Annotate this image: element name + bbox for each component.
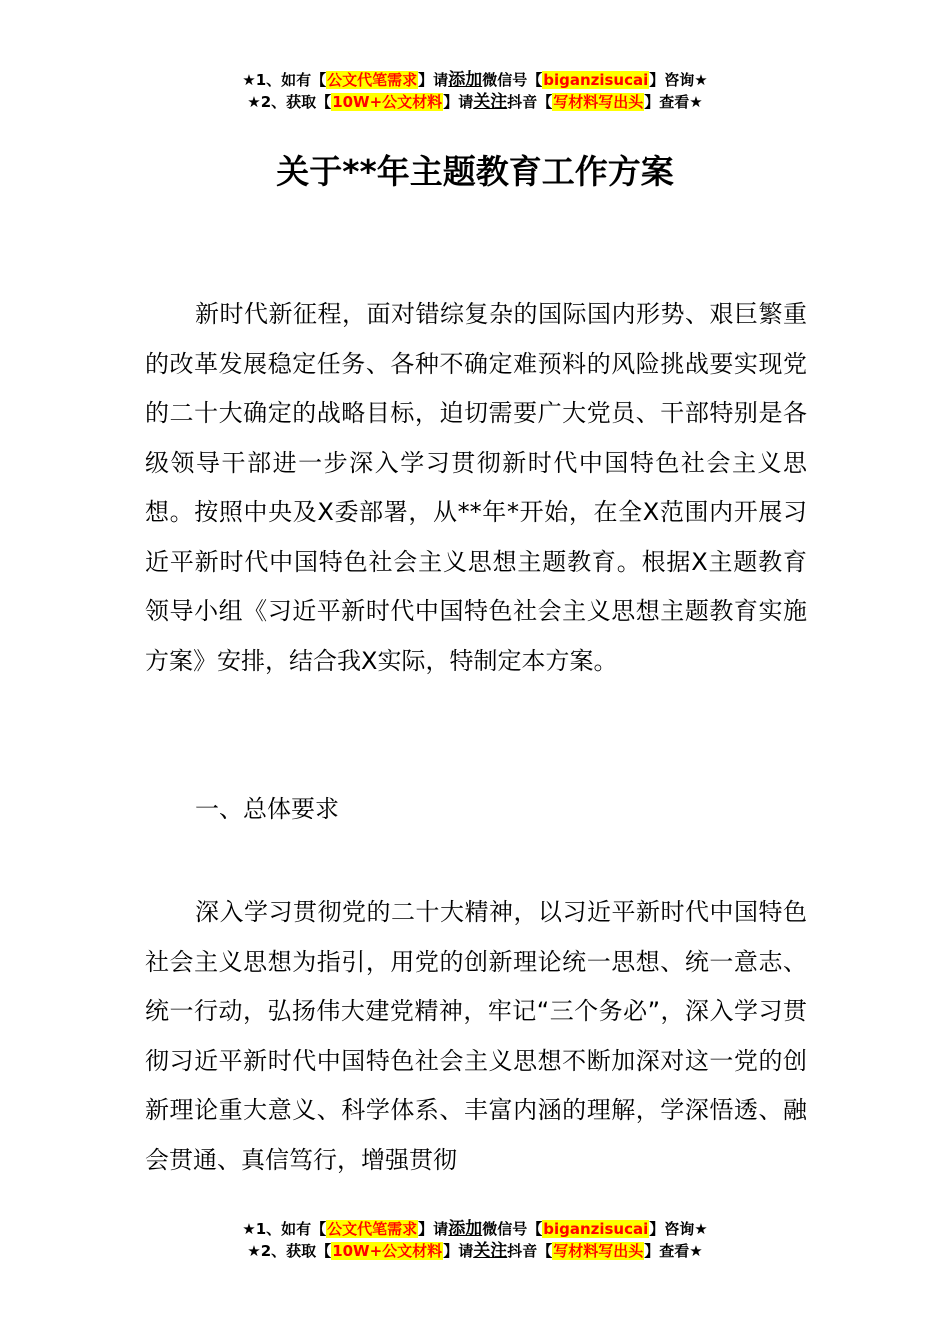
banner-text: 】咨询★ [649, 1220, 708, 1238]
banner-text: 】请 [443, 1242, 474, 1260]
banner-text: ★2、获取【 [247, 93, 332, 111]
banner-text: 】请 [418, 1220, 449, 1238]
banner-highlight: biganzisucai [543, 71, 649, 89]
banner-underlined: 关注 [473, 92, 508, 112]
banner-text: 】请 [418, 71, 449, 89]
banner-highlight: 公文代笔需求 [327, 1220, 418, 1238]
header-banner [0, 69, 950, 113]
banner-text: 微信号【 [482, 1220, 543, 1238]
banner-line-2 [0, 1240, 950, 1262]
banner-underlined: 添加 [448, 1219, 483, 1239]
footer-banner [0, 1218, 950, 1262]
section-heading: 一、总体要求 [195, 795, 339, 823]
intro-paragraph: 新时代新征程，面对错综复杂的国际国内形势、艰巨繁重的改革发展稳定任务、各种不确定难预料的风险挑战要实现党的二十大确定的战略目标，迫切需要广大党员、干部特别是各级领导干部进一步深入学习贯彻新时代中国特色社会主义思想。按照中央及X委部署，从**年*开始，在全X范围内开展习近平新时代中国特色社会主义思想主题教育。根据X主题教育领导小组《习近平新时代中国特色社会主义思想主题教育实施方案》安排，结合我X实际，特制定本方案。 [145, 300, 807, 675]
banner-underlined: 添加 [448, 70, 483, 90]
banner-line-1 [0, 1218, 950, 1240]
banner-text: ★2、获取【 [247, 1242, 332, 1260]
banner-text: 微信号【 [482, 71, 543, 89]
banner-underlined: 关注 [473, 1241, 508, 1261]
document-title: 关于**年主题教育工作方案 [276, 152, 674, 191]
banner-line-1 [0, 69, 950, 91]
banner-line-2 [0, 91, 950, 113]
banner-text: 】查看★ [644, 1242, 703, 1260]
banner-text: 】查看★ [644, 93, 703, 111]
banner-highlight: 写材料写出头 [553, 93, 644, 111]
banner-text: ★1、如有【 [242, 71, 327, 89]
banner-highlight: 公文代笔需求 [327, 71, 418, 89]
banner-text: 】请 [443, 93, 474, 111]
banner-text: 】咨询★ [649, 71, 708, 89]
banner-highlight: 10W+公文材料 [332, 1242, 443, 1260]
body-paragraph: 深入学习贯彻党的二十大精神，以习近平新时代中国特色社会主义思想为指引，用党的创新理论统一思想、统一意志、统一行动，弘扬伟大建党精神，牢记“三个务必”，深入学习贯彻习近平新时代中国特色社会主义思想不断加深对这一党的创新理论重大意义、科学体系、丰富内涵的理解，学深悟透、融会贯通、真信笃行，增强贯彻 [145, 898, 807, 1174]
banner-text: 抖音【 [507, 93, 553, 111]
banner-highlight: 10W+公文材料 [332, 93, 443, 111]
banner-highlight: biganzisucai [543, 1220, 649, 1238]
banner-text: ★1、如有【 [242, 1220, 327, 1238]
banner-highlight: 写材料写出头 [553, 1242, 644, 1260]
banner-text: 抖音【 [507, 1242, 553, 1260]
